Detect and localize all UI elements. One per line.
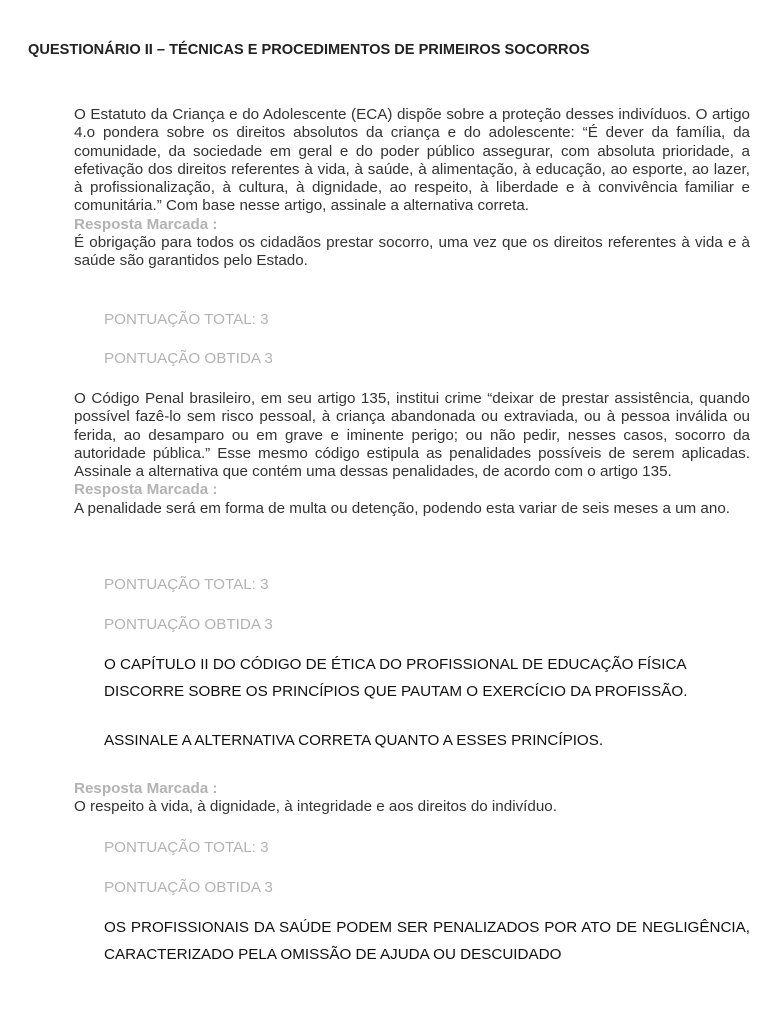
question-3-total-score: PONTUAÇÃO TOTAL: 3 [104,839,269,856]
question-1 [74,106,750,271]
question-2 [74,390,750,518]
question-2-text: O Código Penal brasileiro, em seu artigo 135, institui crime “deixar de prestar assistência, quando possível fazê-lo sem risco pessoal, à criança abandonada ou extraviada, ou à pessoa inválida ou ferida, ao desamparo ou em grave e iminente perigo; ou não pedir, nesses casos, socorro da autoridade pública.” Esse mesmo código estipula as penalidades possíveis de serem aplicadas. Assinale a alternativa que contém uma dessas penalidades, de acordo com o artigo 135. [74,390,750,481]
question-2-obtained-score: PONTUAÇÃO OBTIDA 3 [104,616,273,633]
question-3-instruction: ASSINALE A ALTERNATIVA CORRETA QUANTO A ESSES PRINCÍPIOS. [104,732,604,749]
question-1-total-score: PONTUAÇÃO TOTAL: 3 [104,311,269,328]
question-4-text: OS PROFISSIONAIS DA SAÚDE PODEM SER PENALIZADOS POR ATO DE NEGLIGÊNCIA, CARACTERIZADO PELA OMISSÃO DE AJUDA OU DESCUIDADO [104,919,750,963]
question-1-text: O Estatuto da Criança e do Adolescente (ECA) dispõe sobre a proteção desses indivíduos. O artigo 4.o pondera sobre os direitos absolutos da criança e do adolescente: “É dever da família, da comunidade, da sociedade em geral e do poder público assegurar, com absoluta prioridade, a efetivação dos direitos referentes à vida, à saúde, à alimentação, à educação, ao esporte, ao lazer, à profissionalização, à cultura, à dignidade, ao respeito, à liberdade e à convivência familiar e comunitária.” Com base nesse artigo, assinale a alternativa correta. [74,106,750,215]
question-3-answer-block [74,780,750,817]
question-2-answer-label: Resposta Marcada : [74,481,218,499]
document-title: QUESTIONÁRIO II – TÉCNICAS E PROCEDIMENTOS DE PRIMEIROS SOCORROS [28,42,590,58]
question-3-text: O CAPÍTULO II DO CÓDIGO DE ÉTICA DO PROFISSIONAL DE EDUCAÇÃO FÍSICA DISCORRE SOBRE OS PRINCÍPIOS QUE PAUTAM O EXERCÍCIO DA PROFISSÃO. [104,656,688,700]
question-2-answer: A penalidade será em forma de multa ou detenção, podendo esta variar de seis meses a um ano. [74,499,730,517]
question-1-answer-label: Resposta Marcada : [74,215,218,233]
question-3-answer-label: Resposta Marcada : [74,780,218,797]
question-3-obtained-score: PONTUAÇÃO OBTIDA 3 [104,879,273,896]
question-3-answer: O respeito à vida, à dignidade, à integridade e aos direitos do indivíduo. [74,798,557,816]
question-1-obtained-score: PONTUAÇÃO OBTIDA 3 [104,350,273,367]
question-1-answer: É obrigação para todos os cidadãos prestar socorro, uma vez que os direitos referentes à vida e à saúde são garantidos pelo Estado. [74,234,750,270]
question-2-total-score: PONTUAÇÃO TOTAL: 3 [104,576,269,593]
